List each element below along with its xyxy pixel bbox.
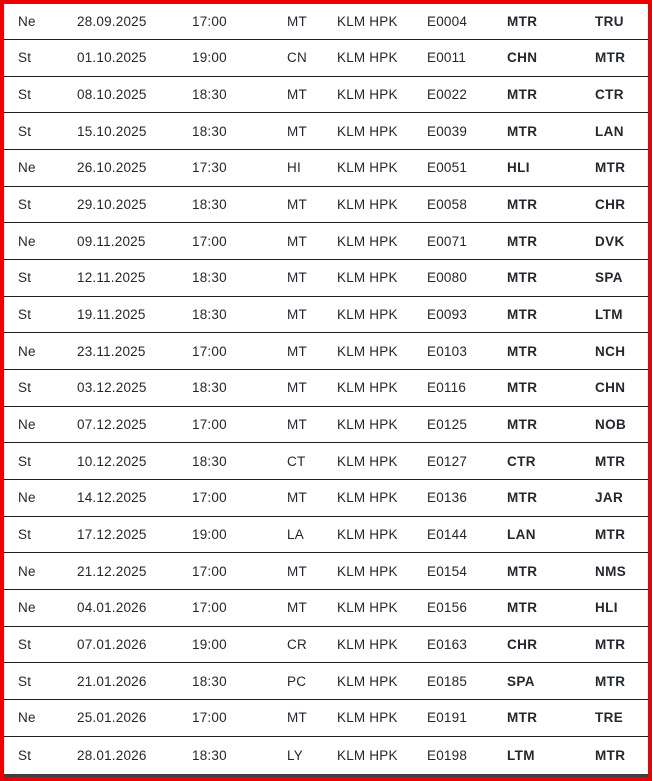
away-team-cell: NOB bbox=[595, 406, 648, 443]
match-code-cell: E0093 bbox=[427, 296, 507, 333]
venue-code-cell: CR bbox=[287, 626, 337, 663]
venue-code-cell: HI bbox=[287, 150, 337, 187]
date-cell: 08.10.2025 bbox=[77, 76, 192, 113]
venue-code-cell: LA bbox=[287, 516, 337, 553]
home-team-cell: MTR bbox=[507, 260, 595, 297]
match-row bbox=[4, 443, 648, 480]
competition-cell: KLM HPK bbox=[337, 480, 427, 517]
date-cell: 15.10.2025 bbox=[77, 113, 192, 150]
home-team-cell: MTR bbox=[507, 406, 595, 443]
match-row bbox=[4, 260, 648, 297]
venue-code-cell: CT bbox=[287, 443, 337, 480]
competition-cell: KLM HPK bbox=[337, 260, 427, 297]
time-cell: 17:00 bbox=[192, 700, 287, 737]
venue-code-cell: PC bbox=[287, 663, 337, 700]
match-row bbox=[4, 296, 648, 333]
away-team-cell: MTR bbox=[595, 40, 648, 77]
match-row bbox=[4, 663, 648, 700]
match-row bbox=[4, 626, 648, 663]
match-code-cell: E0022 bbox=[427, 76, 507, 113]
time-cell: 17:00 bbox=[192, 553, 287, 590]
match-code-cell: E0127 bbox=[427, 443, 507, 480]
away-team-cell: HLI bbox=[595, 590, 648, 627]
venue-code-cell: LY bbox=[287, 736, 337, 775]
day-cell: Ne bbox=[4, 333, 77, 370]
date-cell: 07.01.2026 bbox=[77, 626, 192, 663]
away-team-cell: MTR bbox=[595, 443, 648, 480]
date-cell: 19.11.2025 bbox=[77, 296, 192, 333]
date-cell: 17.12.2025 bbox=[77, 516, 192, 553]
home-team-cell: CHR bbox=[507, 626, 595, 663]
home-team-cell: MTR bbox=[507, 76, 595, 113]
venue-code-cell: MT bbox=[287, 590, 337, 627]
match-code-cell: E0116 bbox=[427, 370, 507, 407]
competition-cell: KLM HPK bbox=[337, 370, 427, 407]
match-row bbox=[4, 4, 648, 40]
match-code-cell: E0071 bbox=[427, 223, 507, 260]
date-cell: 25.01.2026 bbox=[77, 700, 192, 737]
time-cell: 18:30 bbox=[192, 370, 287, 407]
home-team-cell: SPA bbox=[507, 663, 595, 700]
away-team-cell: JAR bbox=[595, 480, 648, 517]
match-code-cell: E0163 bbox=[427, 626, 507, 663]
venue-code-cell: MT bbox=[287, 223, 337, 260]
away-team-cell: MTR bbox=[595, 663, 648, 700]
match-code-cell: E0039 bbox=[427, 113, 507, 150]
time-cell: 18:30 bbox=[192, 113, 287, 150]
day-cell: Ne bbox=[4, 553, 77, 590]
day-cell: Ne bbox=[4, 150, 77, 187]
match-code-cell: E0011 bbox=[427, 40, 507, 77]
match-row bbox=[4, 333, 648, 370]
competition-cell: KLM HPK bbox=[337, 113, 427, 150]
venue-code-cell: MT bbox=[287, 186, 337, 223]
home-team-cell: CHN bbox=[507, 40, 595, 77]
away-team-cell: MTR bbox=[595, 516, 648, 553]
date-cell: 21.01.2026 bbox=[77, 663, 192, 700]
match-code-cell: E0136 bbox=[427, 480, 507, 517]
competition-cell: KLM HPK bbox=[337, 150, 427, 187]
day-cell: St bbox=[4, 663, 77, 700]
match-row bbox=[4, 553, 648, 590]
day-cell: St bbox=[4, 296, 77, 333]
time-cell: 18:30 bbox=[192, 260, 287, 297]
venue-code-cell: MT bbox=[287, 4, 337, 40]
time-cell: 17:30 bbox=[192, 150, 287, 187]
venue-code-cell: MT bbox=[287, 113, 337, 150]
home-team-cell: MTR bbox=[507, 590, 595, 627]
day-cell: St bbox=[4, 113, 77, 150]
competition-cell: KLM HPK bbox=[337, 296, 427, 333]
competition-cell: KLM HPK bbox=[337, 4, 427, 40]
competition-cell: KLM HPK bbox=[337, 223, 427, 260]
date-cell: 04.01.2026 bbox=[77, 590, 192, 627]
match-code-cell: E0103 bbox=[427, 333, 507, 370]
match-row bbox=[4, 370, 648, 407]
home-team-cell: HLI bbox=[507, 150, 595, 187]
day-cell: Ne bbox=[4, 590, 77, 627]
away-team-cell: MTR bbox=[595, 626, 648, 663]
match-code-cell: E0004 bbox=[427, 4, 507, 40]
day-cell: Ne bbox=[4, 4, 77, 40]
time-cell: 19:00 bbox=[192, 626, 287, 663]
time-cell: 19:00 bbox=[192, 40, 287, 77]
time-cell: 18:30 bbox=[192, 76, 287, 113]
date-cell: 09.11.2025 bbox=[77, 223, 192, 260]
date-cell: 28.01.2026 bbox=[77, 736, 192, 775]
away-team-cell: LAN bbox=[595, 113, 648, 150]
competition-cell: KLM HPK bbox=[337, 553, 427, 590]
competition-cell: KLM HPK bbox=[337, 40, 427, 77]
date-cell: 14.12.2025 bbox=[77, 480, 192, 517]
away-team-cell: CHN bbox=[595, 370, 648, 407]
day-cell: Ne bbox=[4, 223, 77, 260]
home-team-cell: CTR bbox=[507, 443, 595, 480]
schedule-table-body bbox=[4, 4, 648, 776]
match-row bbox=[4, 736, 648, 775]
match-row bbox=[4, 516, 648, 553]
home-team-cell: MTR bbox=[507, 700, 595, 737]
home-team-cell: MTR bbox=[507, 223, 595, 260]
match-row bbox=[4, 76, 648, 113]
venue-code-cell: MT bbox=[287, 480, 337, 517]
venue-code-cell: MT bbox=[287, 333, 337, 370]
time-cell: 17:00 bbox=[192, 480, 287, 517]
away-team-cell: MTR bbox=[595, 150, 648, 187]
time-cell: 17:00 bbox=[192, 333, 287, 370]
home-team-cell: LAN bbox=[507, 516, 595, 553]
time-cell: 17:00 bbox=[192, 223, 287, 260]
match-code-cell: E0156 bbox=[427, 590, 507, 627]
time-cell: 17:00 bbox=[192, 590, 287, 627]
day-cell: St bbox=[4, 186, 77, 223]
away-team-cell: NMS bbox=[595, 553, 648, 590]
day-cell: Ne bbox=[4, 700, 77, 737]
day-cell: St bbox=[4, 626, 77, 663]
match-row bbox=[4, 223, 648, 260]
date-cell: 28.09.2025 bbox=[77, 4, 192, 40]
day-cell: St bbox=[4, 260, 77, 297]
time-cell: 18:30 bbox=[192, 296, 287, 333]
day-cell: St bbox=[4, 40, 77, 77]
time-cell: 18:30 bbox=[192, 663, 287, 700]
time-cell: 17:00 bbox=[192, 406, 287, 443]
home-team-cell: MTR bbox=[507, 296, 595, 333]
away-team-cell: CHR bbox=[595, 186, 648, 223]
time-cell: 18:30 bbox=[192, 186, 287, 223]
match-row bbox=[4, 590, 648, 627]
match-row bbox=[4, 150, 648, 187]
match-code-cell: E0144 bbox=[427, 516, 507, 553]
day-cell: Ne bbox=[4, 406, 77, 443]
home-team-cell: MTR bbox=[507, 113, 595, 150]
home-team-cell: MTR bbox=[507, 370, 595, 407]
day-cell: Ne bbox=[4, 480, 77, 517]
date-cell: 10.12.2025 bbox=[77, 443, 192, 480]
away-team-cell: TRU bbox=[595, 4, 648, 40]
competition-cell: KLM HPK bbox=[337, 76, 427, 113]
match-row bbox=[4, 480, 648, 517]
match-code-cell: E0125 bbox=[427, 406, 507, 443]
match-code-cell: E0185 bbox=[427, 663, 507, 700]
time-cell: 18:30 bbox=[192, 736, 287, 775]
venue-code-cell: MT bbox=[287, 700, 337, 737]
date-cell: 21.12.2025 bbox=[77, 553, 192, 590]
date-cell: 03.12.2025 bbox=[77, 370, 192, 407]
match-code-cell: E0080 bbox=[427, 260, 507, 297]
schedule-table bbox=[4, 4, 648, 777]
time-cell: 19:00 bbox=[192, 516, 287, 553]
match-row bbox=[4, 113, 648, 150]
match-code-cell: E0058 bbox=[427, 186, 507, 223]
date-cell: 01.10.2025 bbox=[77, 40, 192, 77]
competition-cell: KLM HPK bbox=[337, 516, 427, 553]
match-code-cell: E0051 bbox=[427, 150, 507, 187]
competition-cell: KLM HPK bbox=[337, 406, 427, 443]
day-cell: St bbox=[4, 370, 77, 407]
competition-cell: KLM HPK bbox=[337, 443, 427, 480]
match-code-cell: E0198 bbox=[427, 736, 507, 775]
match-code-cell: E0191 bbox=[427, 700, 507, 737]
away-team-cell: SPA bbox=[595, 260, 648, 297]
date-cell: 12.11.2025 bbox=[77, 260, 192, 297]
away-team-cell: NCH bbox=[595, 333, 648, 370]
home-team-cell: MTR bbox=[507, 4, 595, 40]
venue-code-cell: MT bbox=[287, 553, 337, 590]
home-team-cell: MTR bbox=[507, 553, 595, 590]
venue-code-cell: CN bbox=[287, 40, 337, 77]
venue-code-cell: MT bbox=[287, 296, 337, 333]
day-cell: St bbox=[4, 736, 77, 775]
date-cell: 07.12.2025 bbox=[77, 406, 192, 443]
competition-cell: KLM HPK bbox=[337, 186, 427, 223]
competition-cell: KLM HPK bbox=[337, 663, 427, 700]
match-code-cell: E0154 bbox=[427, 553, 507, 590]
away-team-cell: DVK bbox=[595, 223, 648, 260]
match-row bbox=[4, 406, 648, 443]
venue-code-cell: MT bbox=[287, 406, 337, 443]
match-row bbox=[4, 40, 648, 77]
away-team-cell: LTM bbox=[595, 296, 648, 333]
competition-cell: KLM HPK bbox=[337, 590, 427, 627]
home-team-cell: LTM bbox=[507, 736, 595, 775]
home-team-cell: MTR bbox=[507, 333, 595, 370]
day-cell: St bbox=[4, 76, 77, 113]
competition-cell: KLM HPK bbox=[337, 626, 427, 663]
away-team-cell: CTR bbox=[595, 76, 648, 113]
home-team-cell: MTR bbox=[507, 186, 595, 223]
day-cell: St bbox=[4, 516, 77, 553]
competition-cell: KLM HPK bbox=[337, 333, 427, 370]
day-cell: St bbox=[4, 443, 77, 480]
match-row bbox=[4, 700, 648, 737]
match-row bbox=[4, 186, 648, 223]
date-cell: 29.10.2025 bbox=[77, 186, 192, 223]
away-team-cell: MTR bbox=[595, 736, 648, 775]
date-cell: 26.10.2025 bbox=[77, 150, 192, 187]
venue-code-cell: MT bbox=[287, 370, 337, 407]
venue-code-cell: MT bbox=[287, 76, 337, 113]
venue-code-cell: MT bbox=[287, 260, 337, 297]
time-cell: 17:00 bbox=[192, 4, 287, 40]
home-team-cell: MTR bbox=[507, 480, 595, 517]
away-team-cell: TRE bbox=[595, 700, 648, 737]
time-cell: 18:30 bbox=[192, 443, 287, 480]
competition-cell: KLM HPK bbox=[337, 700, 427, 737]
date-cell: 23.11.2025 bbox=[77, 333, 192, 370]
competition-cell: KLM HPK bbox=[337, 736, 427, 775]
